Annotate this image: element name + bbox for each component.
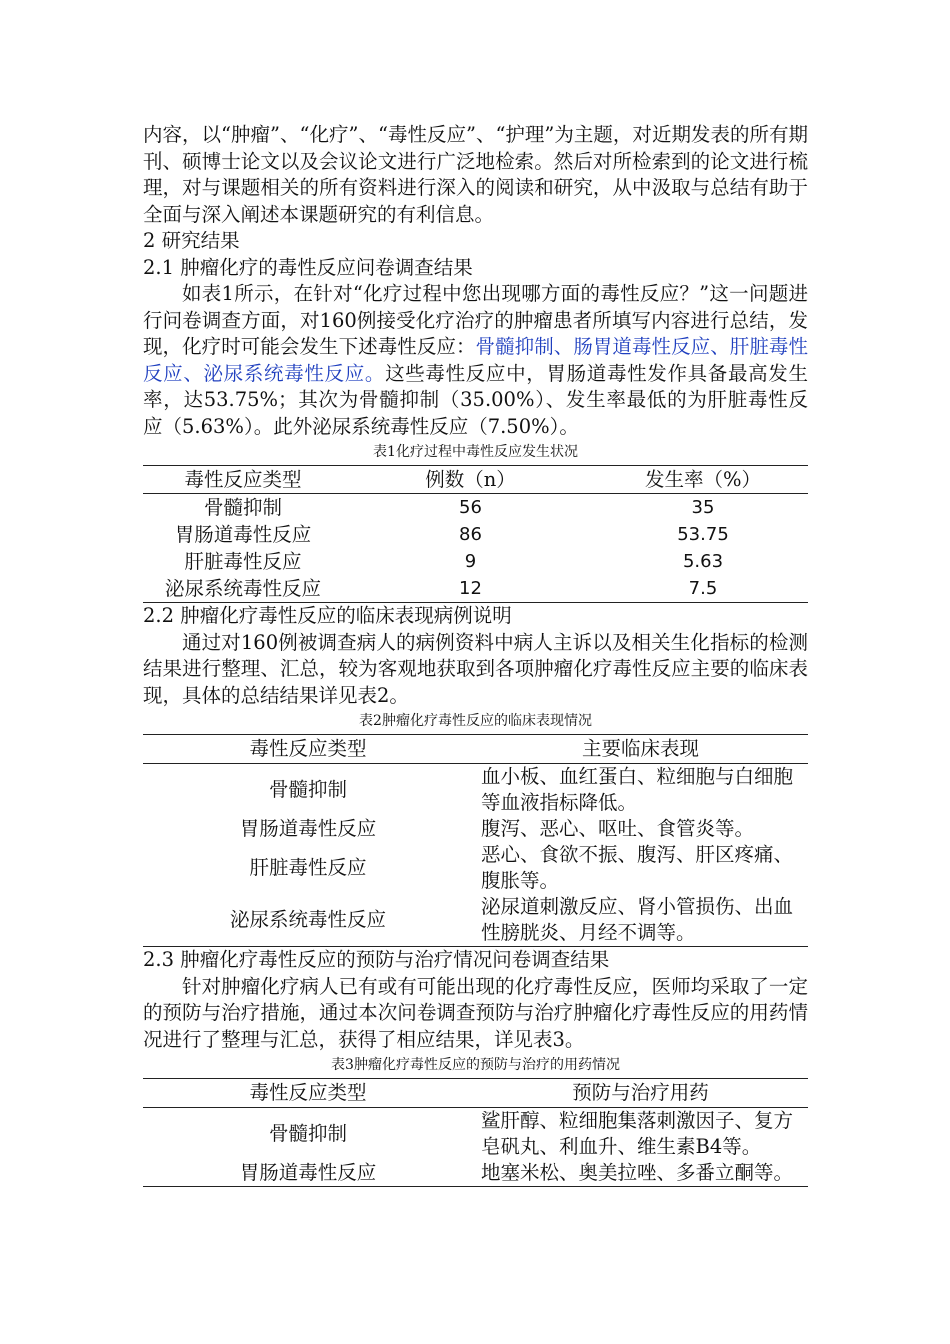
table-2-cell-symptoms: 血小板、血红蛋白、粒细胞与白细胞等血液指标降低。 (481, 765, 794, 814)
table-3-caption: 表3肿瘤化疗毒性反应的预防与治疗的用药情况 (331, 1057, 620, 1073)
table-row (143, 816, 808, 842)
table-2-caption: 表2肿瘤化疗毒性反应的临床表现情况 (359, 713, 592, 729)
table-2-header-row (143, 735, 808, 764)
table-3-header-row (143, 1079, 808, 1108)
table-row (143, 575, 808, 603)
table-2 (143, 734, 808, 947)
section-2-2-paragraph: 通过对160例被调查病人的病例资料中病人主诉以及相关生化指标的检测结果进行整理、汇总，较为客观地获取到各项肿瘤化疗毒性反应主要的临床表现，具体的总结结果详见表2。 (143, 630, 808, 707)
table-2-cell-type: 肝脏毒性反应 (249, 856, 367, 879)
table-1-cell-type: 胃肠道毒性反应 (174, 523, 312, 546)
table-1-cell-count: 9 (464, 551, 477, 572)
table-3-cell-type: 胃肠道毒性反应 (239, 1161, 377, 1184)
table-3-cell-drugs: 地塞米松、奥美拉唑、多番立酮等。 (481, 1161, 794, 1184)
table-1-header-rate: 发生率（%） (644, 468, 762, 491)
section-2-1-paragraph (143, 281, 808, 440)
table-1-header-type: 毒性反应类型 (184, 468, 302, 491)
table-row (143, 494, 808, 522)
table-2-header-type: 毒性反应类型 (249, 737, 367, 760)
table-2-cell-symptoms: 恶心、食欲不振、腹泻、肝区疼痛、腹胀等。 (481, 843, 794, 892)
table-1-header-count: 例数（n） (425, 468, 516, 491)
table-1-cell-rate: 53.75 (677, 524, 729, 545)
table-1-cell-rate: 7.5 (688, 578, 718, 599)
toxicity-types-link[interactable]: 骨髓抑制、肠胃道毒性反应、肝脏毒性反应、泌尿系统毒性反应。 (143, 335, 808, 385)
table-2-cell-type: 胃肠道毒性反应 (239, 817, 377, 840)
table-3-header-drugs: 预防与治疗用药 (572, 1081, 709, 1104)
section-2-heading: 2 研究结果 (143, 229, 240, 252)
section-2-3-heading: 2.3 肿瘤化疗毒性反应的预防与治疗情况问卷调查结果 (143, 948, 610, 971)
table-1-cell-type: 泌尿系统毒性反应 (164, 577, 321, 600)
section-2-3-paragraph: 针对肿瘤化疗病人已有或有可能出现的化疗毒性反应，医师均采取了一定的预防与治疗措施，通过本次问卷调查预防与治疗肿瘤化疗毒性反应的用药情况进行了整理与汇总，获得了相应结果，详见表3。 (143, 974, 808, 1051)
table-2-cell-type: 泌尿系统毒性反应 (229, 908, 386, 931)
section-2-1-heading: 2.1 肿瘤化疗的毒性反应问卷调查结果 (143, 255, 473, 279)
table-1 (143, 465, 808, 603)
table-2-cell-symptoms: 腹泻、恶心、呕吐、食管炎等。 (481, 817, 755, 840)
table-2-cell-symptoms: 泌尿道刺激反应、肾小管损伤、出血性膀胱炎、月经不调等。 (481, 895, 794, 944)
table-1-cell-count: 86 (459, 524, 482, 545)
table-row (143, 1160, 808, 1187)
table-2-header-symptoms: 主要临床表现 (581, 737, 699, 760)
table-3-cell-type: 骨髓抑制 (268, 1122, 347, 1145)
table-1-header-row (143, 466, 808, 494)
table-2-cell-type: 骨髓抑制 (268, 778, 347, 801)
para-text-a: 如表1所示，在针对“化疗过程中您出现哪方面的毒性反应？”这一问题进行问卷调查方面，对160例接受化疗治疗的肿瘤患者所填写内容进行总结，发现，化疗时可能会发生下述毒性反应： (143, 282, 808, 358)
table-1-cell-rate: 35 (691, 497, 715, 518)
table-3-cell-drugs: 鲨肝醇、粒细胞集落刺激因子、复方皂矾丸、利血升、维生素B4等。 (481, 1109, 794, 1158)
intro-paragraph: 内容，以“肿瘤”、“化疗”、“毒性反应”、“护理”为主题，对近期发表的所有期刊、硕博士论文以及会议论文进行广泛地检索。然后对所检索到的论文进行梳理，对与课题相关的所有资料进行深入的阅读和研究，从中汲取与总结有助于全面与深入阐述本课题研究的有利信息。 (143, 123, 808, 226)
table-1-cell-rate: 5.63 (682, 551, 724, 572)
table-row (143, 1108, 808, 1161)
table-1-cell-type: 肝脏毒性反应 (184, 550, 302, 573)
table-1-caption: 表1化疗过程中毒性反应发生状况 (373, 444, 578, 460)
table-row (143, 548, 808, 575)
table-row (143, 764, 808, 817)
table-row (143, 894, 808, 947)
table-row (143, 842, 808, 894)
para-text-b: 这些毒性反应中，胃肠道毒性发作具备最高发生率，达53.75%；其次为骨髓抑制（35.00%）、发生率最低的为肝脏毒性反应（5.63%）。此外泌尿系统毒性反应（7.50%）。 (143, 361, 808, 438)
table-3 (143, 1078, 808, 1187)
table-row (143, 521, 808, 548)
section-2-2-heading: 2.2 肿瘤化疗毒性反应的临床表现病例说明 (143, 604, 512, 627)
table-3-header-type: 毒性反应类型 (249, 1081, 367, 1104)
table-1-cell-count: 56 (459, 497, 482, 518)
document-page (143, 122, 808, 1187)
table-1-cell-type: 骨髓抑制 (203, 496, 282, 519)
table-1-cell-count: 12 (459, 578, 482, 599)
